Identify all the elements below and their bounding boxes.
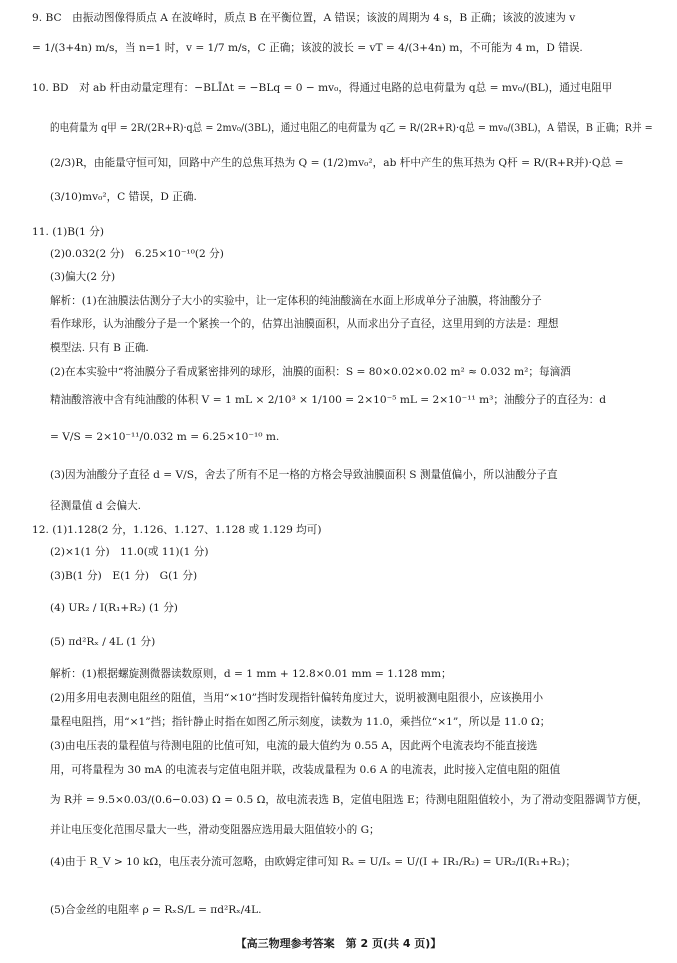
text-line: (2/3)R，由能量守恒可知，回路中产生的总焦耳热为 Q = (1/2)mv₀²，ab 杆中产生的焦耳热为 Q杆 = R/(R+R并)·Q总 = [50, 157, 624, 169]
text-line: (2)×1(1 分) 11.0(或 11)(1 分) [50, 546, 209, 558]
text-line: 11. (1)B(1 分) [32, 226, 104, 238]
text-line: (5) πd²Rₓ / 4L (1 分) [50, 636, 156, 648]
text-line: (3)B(1 分) E(1 分) G(1 分) [50, 570, 198, 582]
text-line: 径测量值 d 会偏大. [50, 500, 142, 512]
text-line: 9. BC 由振动图像得质点 A 在波峰时，质点 B 在平衡位置，A 错误；该波的周期为 4 s，B 正确；该波的波速为 v [32, 12, 576, 24]
text-line: (4)由于 R_V > 10 kΩ，电压表分流可忽略，由欧姆定律可知 Rₓ = U/Iₓ = U/(I + IR₁/R₂) = UR₂/I(R₁+R₂)； [50, 856, 576, 868]
text-line: (2)0.032(2 分) 6.25×10⁻¹⁰(2 分) [50, 248, 224, 260]
text-line: 量程电阻挡，用“×1”挡；指针静止时指在如图乙所示刻度，读数为 11.0，乘挡位“×1”，所以是 11.0 Ω； [50, 716, 551, 728]
text-line: (3/10)mv₀²，C 错误，D 正确. [50, 191, 197, 203]
text-line: 解析：(1)根据螺旋测微器读数原则，d = 1 mm + 12.8×0.01 mm = 1.128 mm； [50, 668, 452, 680]
text-line: (5)合金丝的电阻率 ρ = RₓS/L = πd²Rₓ/4L. [50, 904, 262, 916]
text-line: 模型法. 只有 B 正确. [50, 342, 149, 354]
text-line: 精油酸溶液中含有纯油酸的体积 V = 1 mL × 2/10³ × 1/100 = 2×10⁻⁵ mL = 2×10⁻¹¹ m³；油酸分子的直径为：d [50, 394, 607, 406]
text-line: (3)因为油酸分子直径 d = V/S，舍去了所有不足一格的方格会导致油膜面积 S 测量值偏小，所以油酸分子直 [50, 469, 558, 481]
text-line: (3)由电压表的量程值与待测电阻的比值可知，电流的最大值约为 0.55 A，因此两个电流表均不能直接选 [50, 740, 538, 752]
page-footer: 【高三物理参考答案 第 2 页(共 4 页)】 [235, 937, 442, 950]
text-line: (2)在本实验中“将油膜分子看成紧密排列的球形，油膜的面积：S = 80×0.02×0.02 m² ≈ 0.032 m²；每滴酒 [50, 366, 571, 378]
text-line: 看作球形，认为油酸分子是一个紧挨一个的，估算出油膜面积，从而求出分子直径，这里用到的方法是：理想 [50, 318, 559, 330]
text-line: 的电荷量为 q甲 = 2R/(2R+R)·q总 = 2mv₀/(3BL)，通过电阻乙的电荷量为 q乙 = R/(2R+R)·q总 = mv₀/(3BL)，A 错误，B 正确；R并 = [50, 122, 653, 134]
text-line: = V/S = 2×10⁻¹¹/0.032 m = 6.25×10⁻¹⁰ m. [50, 431, 280, 443]
text-line: 10. BD 对 ab 杆由动量定理有：−BLĪΔt = −BLq = 0 − mv₀，得通过电路的总电荷量为 q总 = mv₀/(BL)，通过电阻甲 [32, 82, 613, 94]
text-line: 并让电压变化范围尽量大一些，滑动变阻器应选用最大阻值较小的 G； [50, 824, 380, 836]
text-line: 解析：(1)在油膜法估测分子大小的实验中，让一定体积的纯油酸滴在水面上形成单分子油膜，将油酸分子 [50, 295, 542, 307]
text-line: 12. (1)1.128(2 分，1.126、1.127、1.128 或 1.129 均可) [32, 524, 322, 536]
text-line: (3)偏大(2 分) [50, 271, 116, 283]
text-line: 为 R并 = 9.5×0.03/(0.6−0.03) Ω = 0.5 Ω，故电流表选 B，定值电阻选 E；待测电阻阻值较小，为了滑动变阻器调节方便， [50, 794, 648, 806]
text-line: (4) UR₂ / I(R₁+R₂) (1 分) [50, 602, 178, 614]
text-line: (2)用多用电表测电阻丝的阻值，当用“×10”挡时发现指针偏转角度过大，说明被测电阻很小，应该换用小 [50, 692, 544, 704]
text-line: 用，可将量程为 30 mA 的电流表与定值电阻并联，改装成量程为 0.6 A 的电流表，此时接入定值电阻的阻值 [50, 764, 561, 776]
text-line: = 1/(3+4n) m/s，当 n=1 时，v = 1/7 m/s，C 正确；该波的波长 = vT = 4/(3+4n) m，不可能为 4 m，D 错误. [32, 42, 583, 54]
